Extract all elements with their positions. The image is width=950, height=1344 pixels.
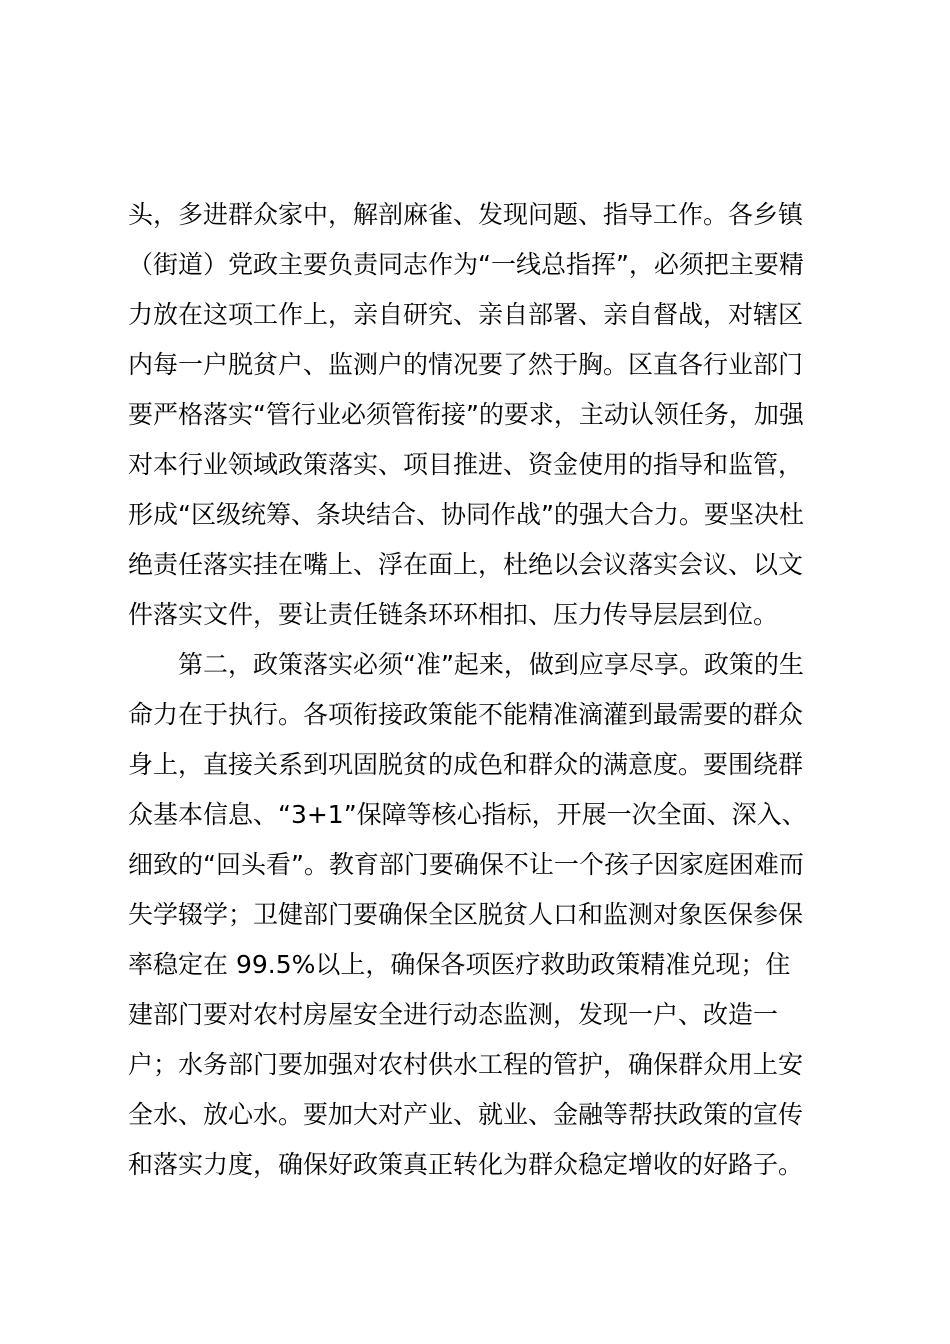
paragraph-1-line-9: 件落实文件，要让责任链条环环相扣、压力传导层层到位。 [128,600,779,629]
paragraph-2-line-3: 身上，直接关系到巩固脱贫的成色和群众的满意度。要围绕群 [128,750,804,779]
paragraph-2-line-2: 命力在于执行。各项衔接政策能不能精准滴灌到最需要的群众 [128,700,804,729]
paragraph-2-line-1: 第二，政策落实必须“准”起来，做到应享尽享。政策的生 [178,650,804,679]
paragraph-1-line-3: 力放在这项工作上，亲自研究、亲自部署、亲自督战，对辖区 [128,300,804,329]
paragraph-2-line-11: 和落实力度，确保好政策真正转化为群众稳定增收的好路子。 [128,1150,804,1179]
paragraph-2-line-4: 众基本信息、“3+1”保障等核心指标，开展一次全面、深入、 [128,800,807,829]
paragraph-1-line-1: 头，多进群众家中，解剖麻雀、发现问题、指导工作。各乡镇 [128,200,804,229]
paragraph-1-line-6: 对本行业领域政策落实、项目推进、资金使用的指导和监管， [128,450,804,479]
paragraph-2-line-6: 失学辍学；卫健部门要确保全区脱贫人口和监测对象医保参保 [128,900,804,929]
paragraph-1-line-7: 形成“区级统筹、条块结合、协同作战”的强大合力。要坚决杜 [128,500,804,529]
paragraph-1-line-8: 绝责任落实挂在嘴上、浮在面上，杜绝以会议落实会议、以文 [128,550,804,579]
paragraph-1-line-2: （街道）党政主要负责同志作为“一线总指挥”，必须把主要精 [128,250,804,279]
paragraph-2-line-7: 率稳定在 99.5%以上，确保各项医疗救助政策精准兑现；住 [128,950,791,979]
paragraph-2-line-10: 全水、放心水。要加大对产业、就业、金融等帮扶政策的宣传 [128,1100,804,1129]
paragraph-2-line-8: 建部门要对农村房屋安全进行动态监测，发现一户、改造一 [128,1000,779,1029]
paragraph-1-line-5: 要严格落实“管行业必须管衔接”的要求，主动认领任务，加强 [128,400,804,429]
paragraph-2-line-5: 细致的“回头看”。教育部门要确保不让一个孩子因家庭困难而 [128,850,804,879]
paragraph-1-line-4: 内每一户脱贫户、监测户的情况要了然于胸。区直各行业部门 [128,350,804,379]
paragraph-2-line-9: 户；水务部门要加强对农村供水工程的管护，确保群众用上安 [128,1050,804,1079]
